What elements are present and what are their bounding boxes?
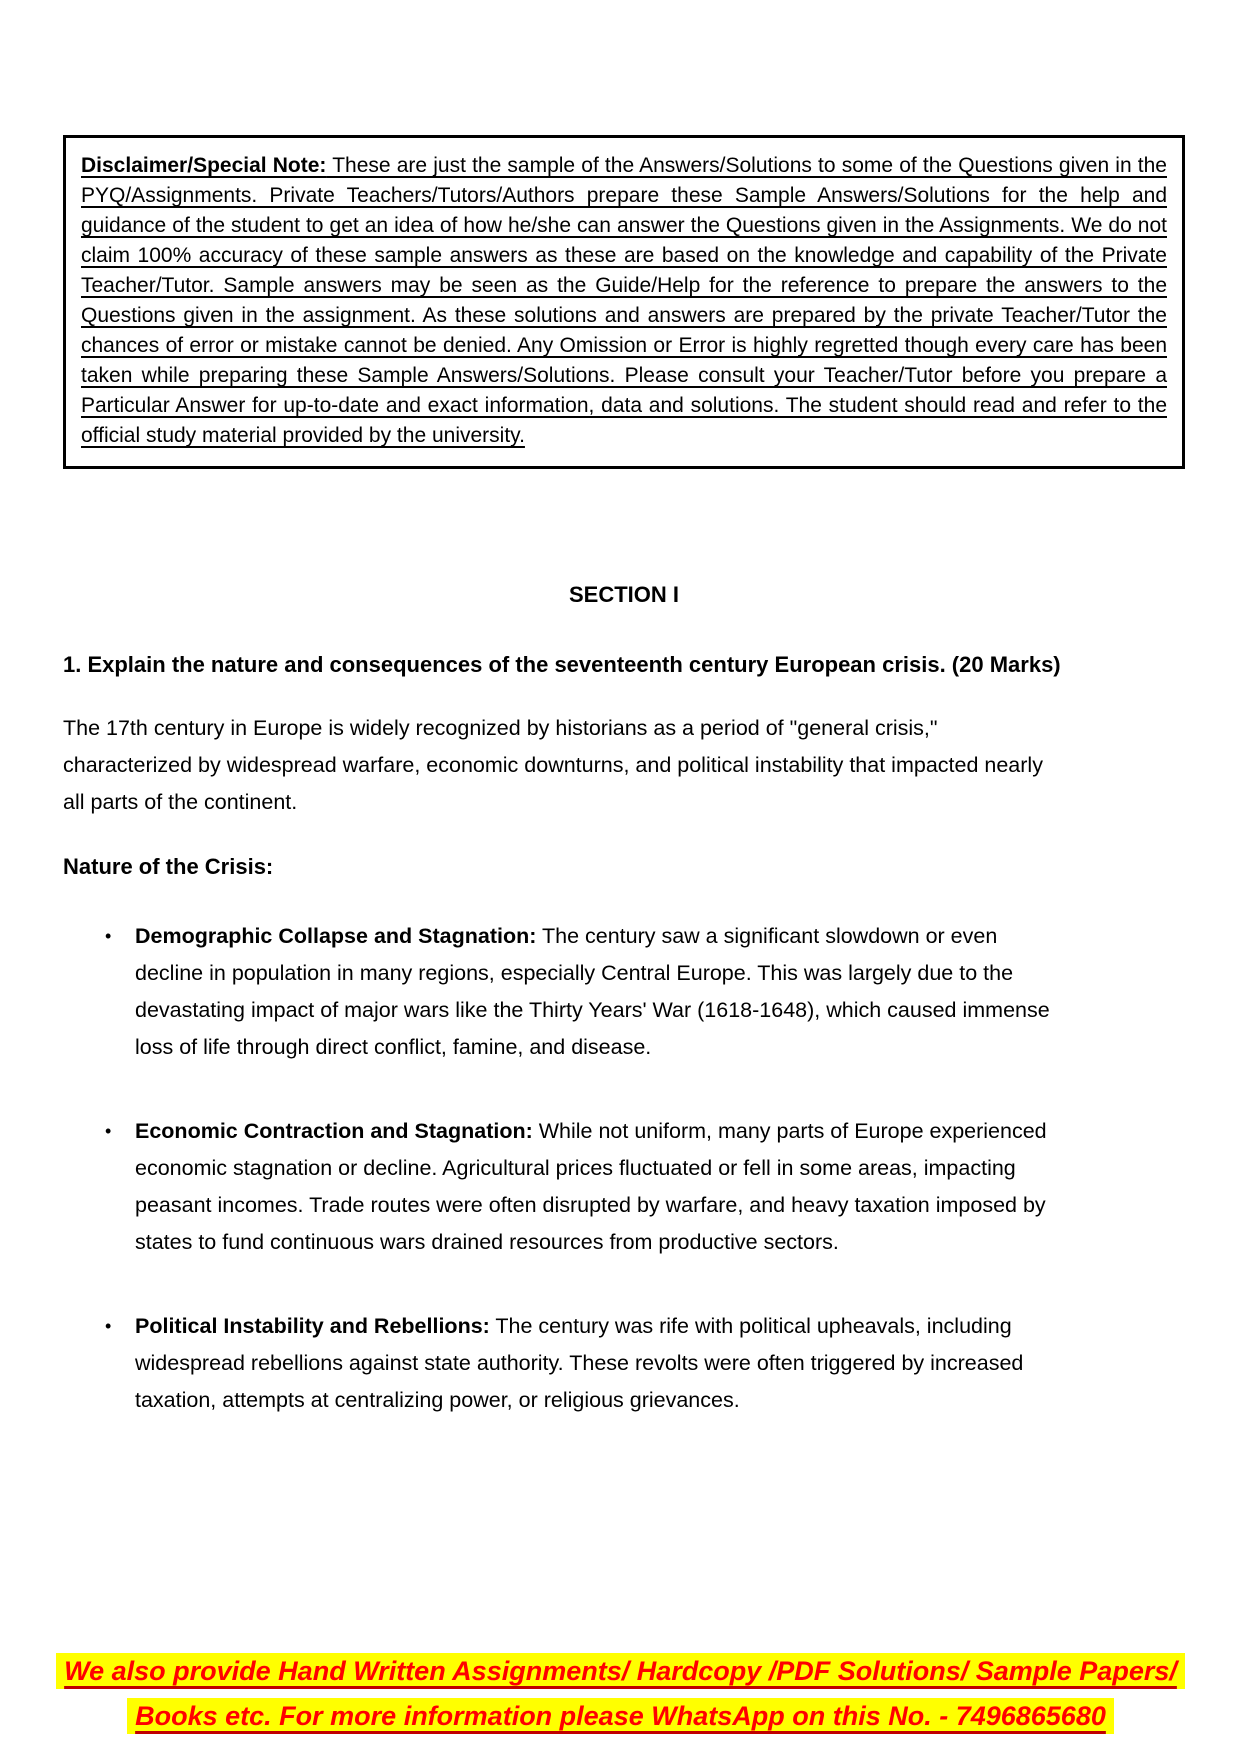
bullet-icon: • (105, 1121, 112, 1141)
bullet-lead-label: Political Instability and Rebellions: (135, 1314, 490, 1338)
promo-highlight-text-1: We also provide Hand Written Assignments/ Hardcopy /PDF Solutions/ Sample Papers/ (56, 1653, 1185, 1689)
bullet-icon: • (105, 1316, 112, 1336)
nature-of-crisis-heading: Nature of the Crisis: (63, 854, 274, 879)
promo-highlight-text-2: Books etc. For more information please WhatsApp on this No. - 7496865680 (127, 1698, 1114, 1734)
bullet-lead-label: Demographic Collapse and Stagnation: (135, 924, 537, 948)
bullet-icon: • (105, 926, 112, 946)
promo-footer (0, 1649, 1241, 1739)
disclaimer-box (63, 135, 1185, 469)
bullet-body-text: While not uniform, many parts of Europe experienced economic stagnation or decline. Agricultural prices fluctuated or fell in some areas, impacting peasant incomes. Trade routes were often disrupted by warfare, and heavy taxation imposed by states to fund continuous wars drained resources from productive sectors. (135, 1119, 1047, 1254)
section-heading: SECTION I (568, 582, 679, 607)
disclaimer-lead-label: Disclaimer/Special Note: (81, 154, 327, 177)
crisis-bullet-list (63, 918, 1070, 1419)
intro-paragraph: The 17th century in Europe is widely recognized by historians as a period of "general crisis," characterized by widespread warfare, economic downturns, and political instability that impacted nearly all parts of the continent. (63, 716, 1043, 814)
list-item (103, 1308, 1070, 1419)
bullet-body-text: The century saw a significant slowdown or even decline in population in many regions, especially Central Europe. This was largely due to the devastating impact of major wars like the Thirty Years' War (1618-1648), which caused immense loss of life through direct conflict, famine, and disease. (135, 924, 1050, 1059)
disclaimer-body-text: These are just the sample of the Answers/Solutions to some of the Questions given in the PYQ/Assignments. Private Teachers/Tutors/Authors prepare these Sample Answers/Solutions for the help and guidance of the student to get an idea of how he/she can answer the Questions given in the Assignments. We do not claim 100% accuracy of these sample answers as these are based on the knowledge and capability of the Private Teacher/Tutor. Sample answers may be seen as the Guide/Help for the reference to prepare the answers to the Questions given in the assignment. As these solutions and answers are prepared by the private Teacher/Tutor the chances of error or mistake cannot be denied. Any Omission or Error is highly regretted though every care has been taken while preparing these Sample Answers/Solutions. Please consult your Teacher/Tutor before you prepare a Particular Answer for up-to-date and exact information, data and solutions. The student should read and refer to the official study material provided by the university. (81, 154, 1167, 447)
list-item (103, 918, 1070, 1066)
bullet-lead-label: Economic Contraction and Stagnation: (135, 1119, 533, 1143)
promo-footer-line-1 (0, 1649, 1241, 1694)
bullet-body-text: The century was rife with political upheavals, including widespread rebellions against state authority. These revolts were often triggered by increased taxation, attempts at centralizing power, or religious grievances. (135, 1314, 1024, 1412)
promo-footer-line-2 (0, 1694, 1241, 1739)
list-item (103, 1113, 1070, 1261)
question-title: 1. Explain the nature and consequences of the seventeenth century European crisis. (20 Marks) (63, 652, 1061, 677)
main-content (63, 580, 1185, 1419)
disclaimer-paragraph (81, 151, 1167, 451)
